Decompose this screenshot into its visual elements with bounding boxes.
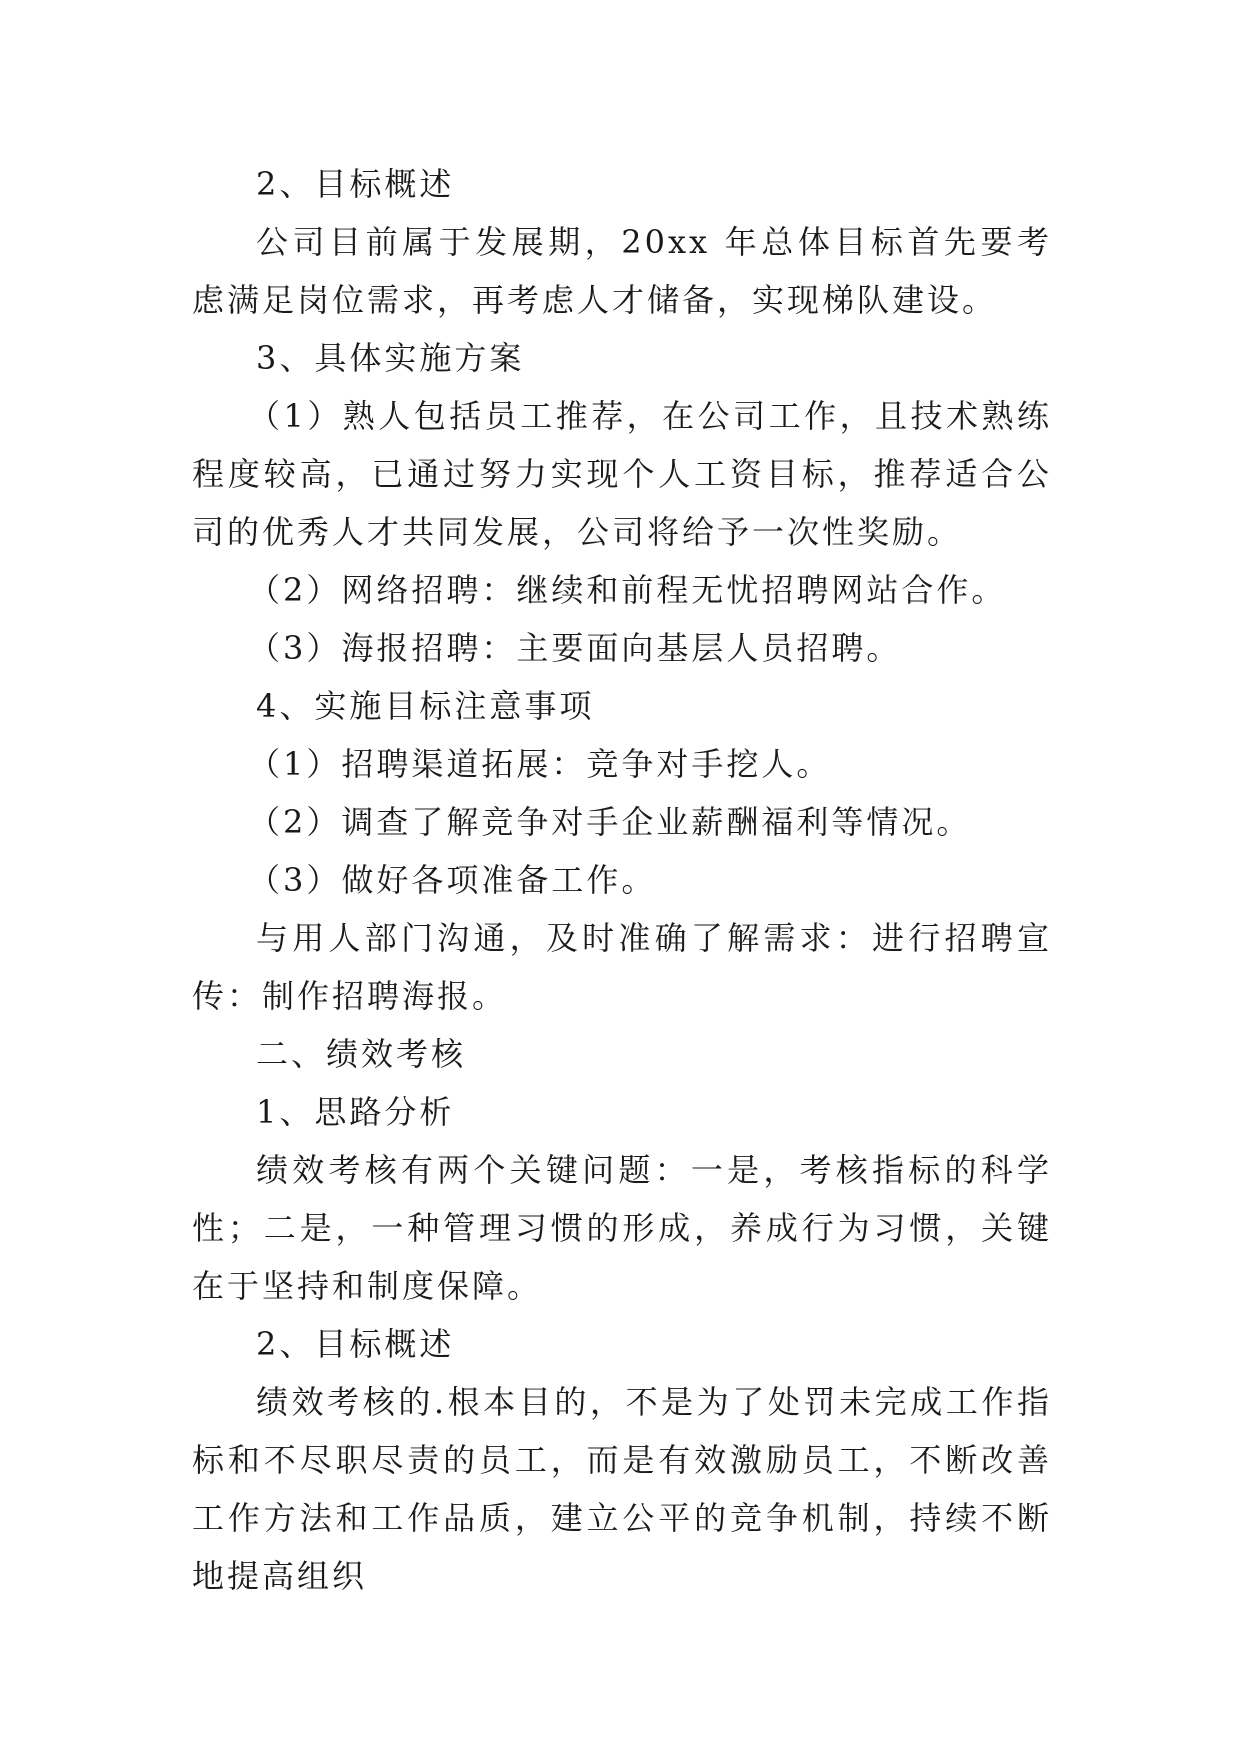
section-heading-implementation: 3、具体实施方案 — [256, 339, 525, 377]
section-heading-goal-overview: 2、目标概述 — [256, 1325, 455, 1363]
body-paragraph: 绩效考核有两个关键问题：一是，考核指标的科学性；二是，一种管理习惯的形成，养成行为习惯，关键在于坚持和制度保障。 — [192, 1151, 1052, 1305]
list-item: （1）熟人包括员工推荐，在公司工作，且技术熟练程度较高，已通过努力实现个人工资目标，推荐适合公司的优秀人才共同发展，公司将给予一次性奖励。 — [192, 397, 1052, 551]
section-heading-goal-overview: 2、目标概述 — [256, 165, 455, 203]
section-heading-notes: 4、实施目标注意事项 — [256, 687, 595, 725]
list-item: （2）网络招聘：继续和前程无忧招聘网站合作。 — [248, 571, 1007, 609]
list-item: （3）海报招聘：主要面向基层人员招聘。 — [248, 629, 902, 667]
chapter-heading-performance: 二、绩效考核 — [256, 1035, 467, 1073]
body-paragraph: 与用人部门沟通，及时准确了解需求：进行招聘宣传：制作招聘海报。 — [192, 919, 1052, 1015]
list-item: （3）做好各项准备工作。 — [248, 861, 657, 899]
section-heading-analysis: 1、思路分析 — [256, 1093, 455, 1131]
body-paragraph: 公司目前属于发展期，20xx 年总体目标首先要考虑满足岗位需求，再考虑人才储备，实现梯队建设。 — [192, 223, 1052, 319]
body-paragraph: 绩效考核的.根本目的，不是为了处罚未完成工作指标和不尽职尽责的员工，而是有效激励员工，不断改善工作方法和工作品质，建立公平的竞争机制，持续不断地提高组织 — [192, 1383, 1052, 1595]
list-item: （1）招聘渠道拓展：竞争对手挖人。 — [248, 745, 832, 783]
list-item: （2）调查了解竞争对手企业薪酬福利等情况。 — [248, 803, 972, 841]
document-body — [192, 155, 1052, 1605]
